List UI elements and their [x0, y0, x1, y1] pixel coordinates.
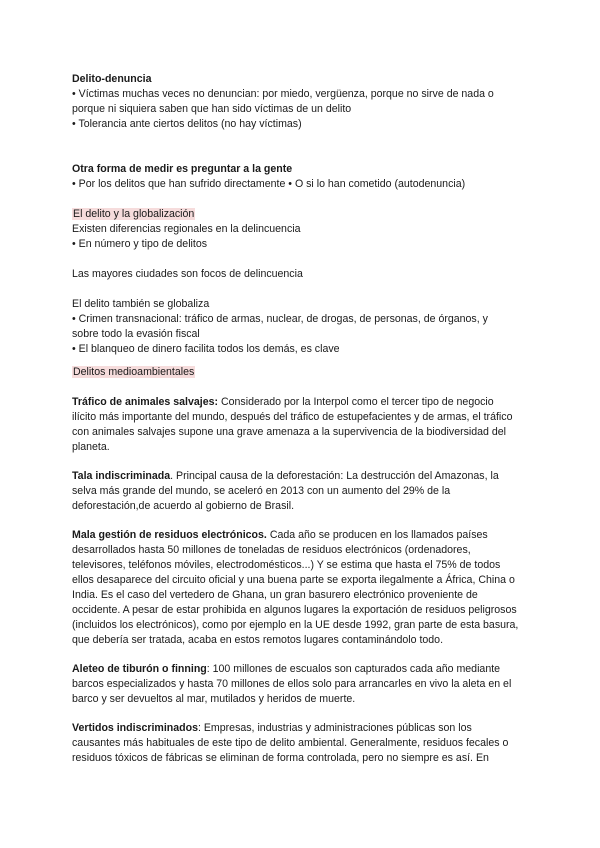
- text-line: • Por los delitos que han sufrido directamente • O si lo han cometido (autodenuncia): [72, 178, 466, 190]
- text-line: Las mayores ciudades son focos de delincuencia: [72, 268, 303, 280]
- paragraph-trafico-animales: [72, 395, 520, 455]
- text-line: • Tolerancia ante ciertos delitos (no hay víctimas): [72, 118, 302, 130]
- highlighted-heading-globalizacion: El delito y la globalización: [73, 208, 195, 220]
- section-title-delito-denuncia: Delito-denuncia: [72, 73, 152, 85]
- text-line: sobre todo la evasión fiscal: [72, 328, 200, 340]
- text-line: • En número y tipo de delitos: [72, 238, 208, 250]
- paragraph-body: Cada año se producen en los llamados países desarrollados hasta 50 millones de toneladas de residuos electrónicos (ordenadores, televisores, teléfonos móviles, electrodomésticos...) Y se estima que hasta el 75% de todos ellos desaparece del circuito oficial y una buena parte se exporta ilegalmente a África, China o India. Es el caso del vertedero de Ghana, un gran basurero electrónico proveniente de occidente. A pesar de estar prohibida en algunos lugares la exportación de residuos peligrosos (incluidos los electrónicos), como por ejemplo en la UE desde 1992, gran parte de esta basura, que debería ser tratada, acaba en estos remotos lugares contaminándolo todo.: [72, 529, 519, 646]
- paragraph-lead: Tráfico de animales salvajes:: [72, 396, 219, 408]
- section-title-medir: Otra forma de medir es preguntar a la gente: [72, 163, 293, 175]
- paragraph-vertidos: [72, 721, 520, 766]
- text-line: porque ni siquiera saben que han sido víctimas de un delito: [72, 103, 352, 115]
- text-line: El delito también se globaliza: [72, 298, 210, 310]
- paragraph-body: : Empresas, industrias y administraciones públicas son los causantes más habituales de este tipo de delito ambiental. Generalmente, residuos fecales o residuos tóxicos de fábricas se eliminan de forma controlada, pero no siempre es así. En: [72, 722, 509, 764]
- paragraph-residuos-electronicos: [72, 528, 520, 648]
- text-line: • Víctimas muchas veces no denuncian: por miedo, vergüenza, porque no sirve de nada o: [72, 88, 494, 100]
- text-line: • Crimen transnacional: tráfico de armas, nuclear, de drogas, de personas, de órganos, y: [72, 313, 488, 325]
- paragraph-lead: Aleteo de tiburón o finning: [72, 663, 207, 675]
- paragraph-lead: Vertidos indiscriminados: [72, 722, 198, 734]
- text-line: • El blanqueo de dinero facilita todos los demás, es clave: [72, 343, 340, 355]
- paragraph-lead: Tala indiscriminada: [72, 470, 171, 482]
- paragraph-body: : 100 millones de escualos son capturados cada año mediante barcos especializados y hasta 70 millones de ellos solo para arrancarles en vivo la aleta en el barco y ser devueltos al mar, mutilados y heridos de muerte.: [72, 663, 512, 705]
- highlighted-heading-medioambientales: Delitos medioambientales: [73, 366, 195, 378]
- paragraph-lead: Mala gestión de residuos electrónicos.: [72, 529, 267, 541]
- text-line: Existen diferencias regionales en la delincuencia: [72, 223, 301, 235]
- paragraph-tala: [72, 469, 520, 514]
- paragraph-body: . Principal causa de la deforestación: La destrucción del Amazonas, la selva más grande del mundo, se aceleró en 2013 con un aumento del 29% de la deforestación,de acuerdo al gobierno de Brasil.: [72, 470, 499, 512]
- paragraph-body: Considerado por la Interpol como el tercer tipo de negocio ilícito más importante del mundo, después del tráfico de estupefacientes y de armas, el tráfico con animales salvajes supone una grave amenaza a la supervivencia de la biodiversidad del planeta.: [72, 396, 513, 453]
- paragraph-finning: [72, 662, 520, 707]
